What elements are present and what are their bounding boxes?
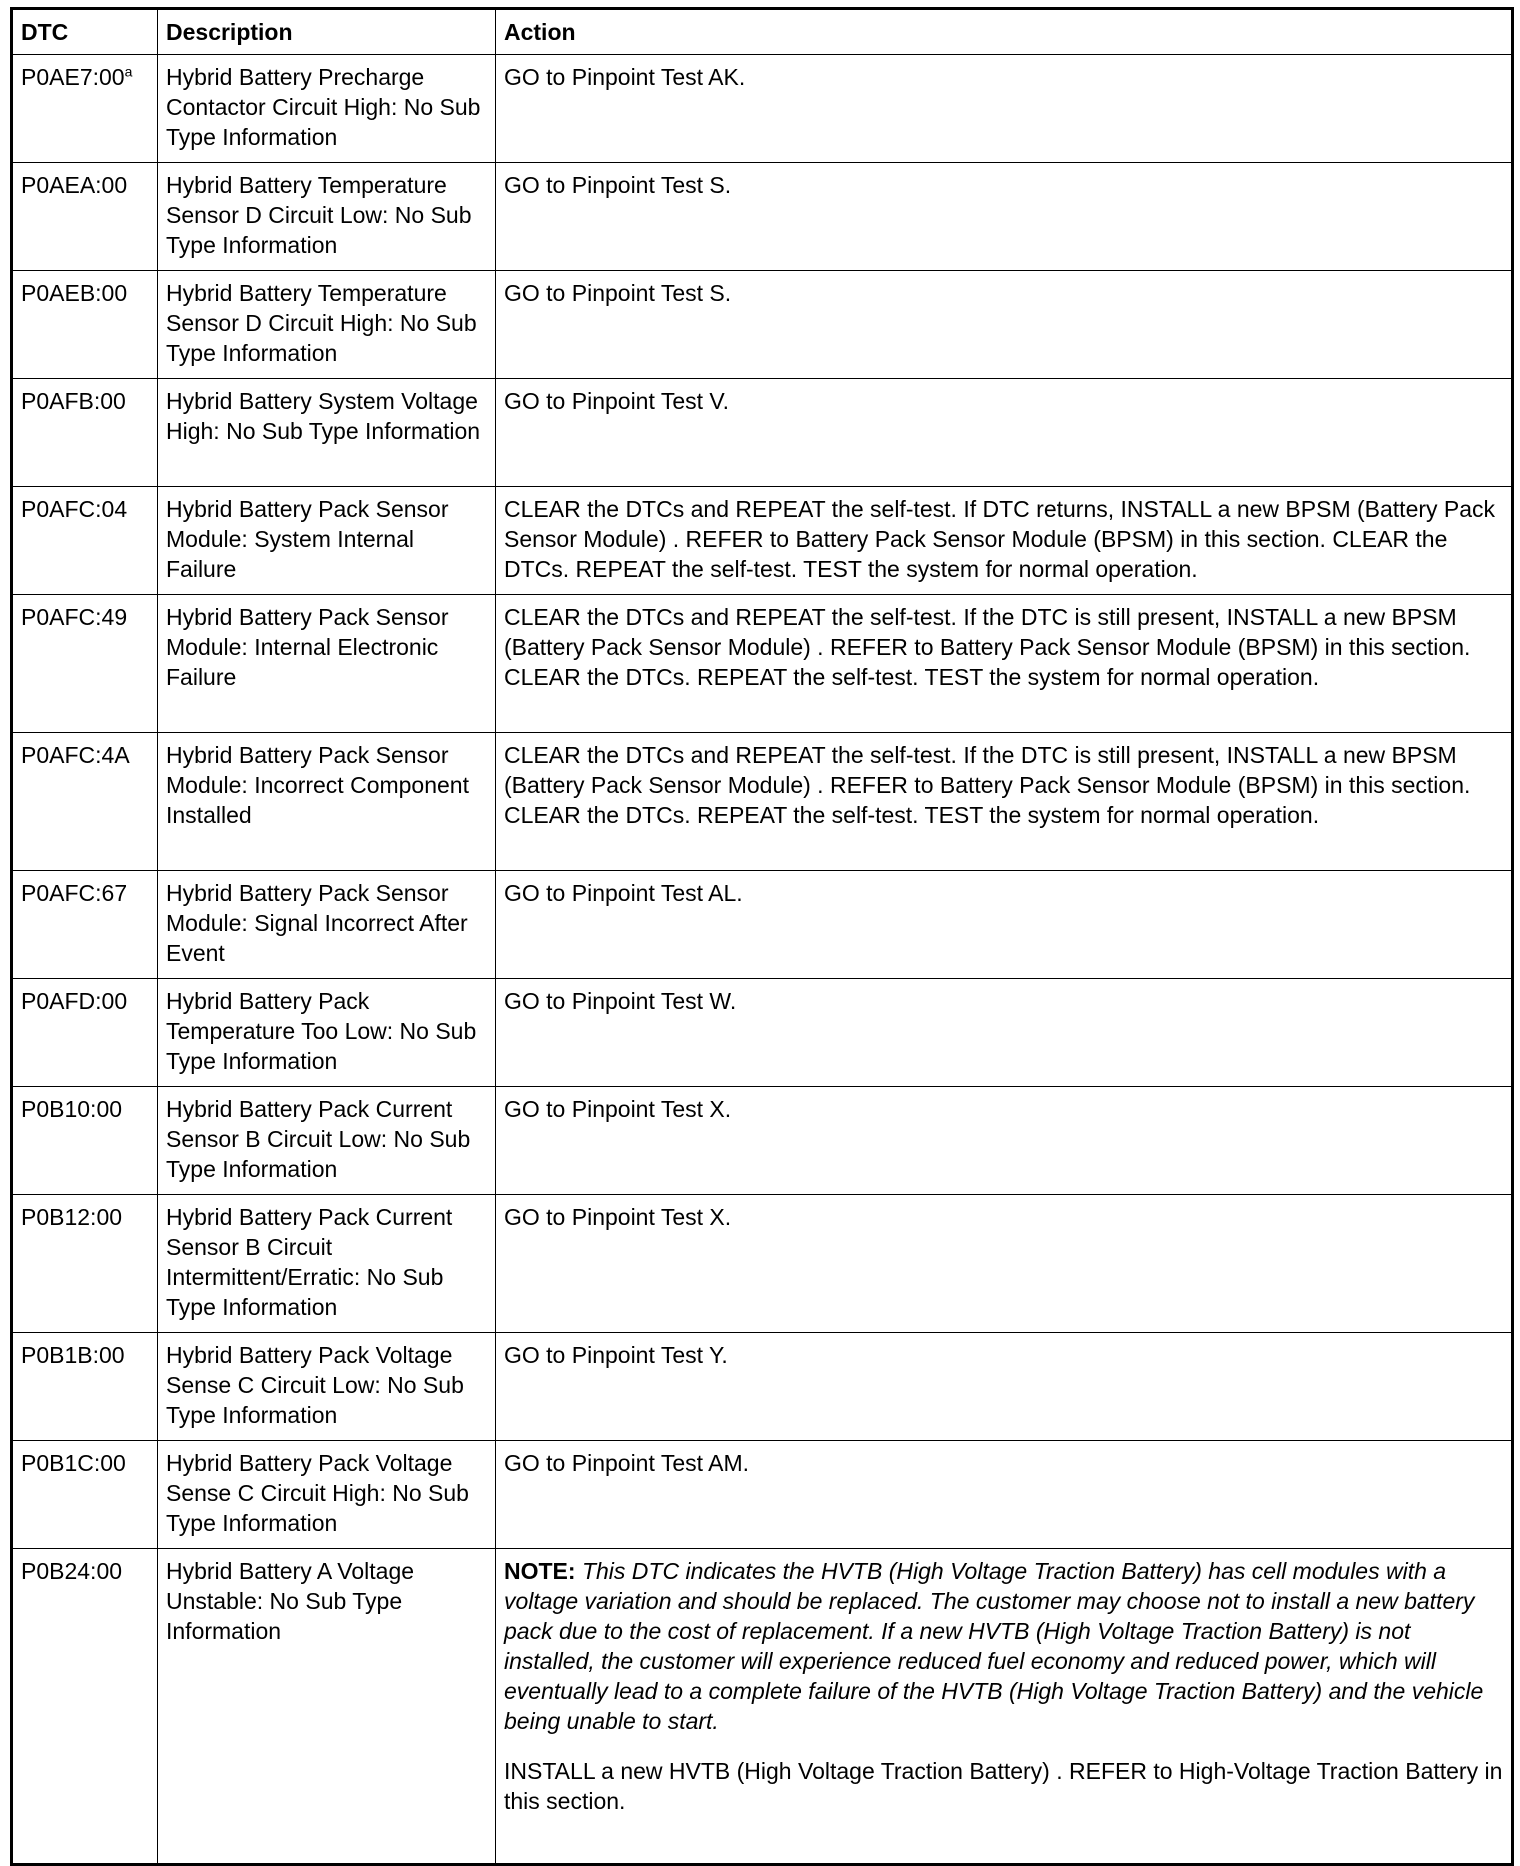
note-paragraph — [504, 1556, 1503, 1736]
description-cell: Hybrid Battery Precharge Contactor Circuit High: No Sub Type Information — [158, 55, 496, 163]
action-cell: GO to Pinpoint Test V. — [496, 379, 1513, 487]
description-cell: Hybrid Battery Temperature Sensor D Circuit High: No Sub Type Information — [158, 271, 496, 379]
action-cell: GO to Pinpoint Test W. — [496, 979, 1513, 1087]
dtc-code-cell: P0AFC:49 — [12, 595, 158, 733]
table-header-row — [12, 9, 1513, 55]
dtc-code-cell: P0AFB:00 — [12, 379, 158, 487]
description-cell: Hybrid Battery Pack Current Sensor B Circuit Low: No Sub Type Information — [158, 1087, 496, 1195]
table-row — [12, 379, 1513, 487]
action-cell: GO to Pinpoint Test AK. — [496, 55, 1513, 163]
table-row — [12, 487, 1513, 595]
header-description: Description — [158, 9, 496, 55]
description-cell: Hybrid Battery Pack Sensor Module: System Internal Failure — [158, 487, 496, 595]
dtc-table — [10, 7, 1514, 1866]
description-cell: Hybrid Battery Pack Sensor Module: Internal Electronic Failure — [158, 595, 496, 733]
description-cell: Hybrid Battery Temperature Sensor D Circuit Low: No Sub Type Information — [158, 163, 496, 271]
action-cell: CLEAR the DTCs and REPEAT the self-test. If the DTC is still present, INSTALL a new BPSM (Battery Pack Sensor Module) . REFER to Battery Pack Sensor Module (BPSM) in this section. CLEAR the DTCs. REPEAT the self-test. TEST the system for normal operation. — [496, 595, 1513, 733]
note-label: NOTE: — [504, 1558, 576, 1584]
dtc-table-container — [10, 7, 1514, 1829]
description-cell: Hybrid Battery Pack Temperature Too Low: No Sub Type Information — [158, 979, 496, 1087]
table-row — [12, 1195, 1513, 1333]
table-row — [12, 871, 1513, 979]
action-cell — [496, 1549, 1513, 1865]
dtc-code-cell: P0B10:00 — [12, 1087, 158, 1195]
description-cell: Hybrid Battery Pack Current Sensor B Circuit Intermittent/Erratic: No Sub Type Information — [158, 1195, 496, 1333]
table-row — [12, 733, 1513, 871]
table-row — [12, 595, 1513, 733]
header-action: Action — [496, 9, 1513, 55]
action-cell: GO to Pinpoint Test Y. — [496, 1333, 1513, 1441]
action-cell: GO to Pinpoint Test AM. — [496, 1441, 1513, 1549]
action-cell: GO to Pinpoint Test AL. — [496, 871, 1513, 979]
dtc-code-cell: P0B1B:00 — [12, 1333, 158, 1441]
dtc-code-cell: P0AEB:00 — [12, 271, 158, 379]
dtc-code-cell: P0AFD:00 — [12, 979, 158, 1087]
dtc-code-cell — [12, 55, 158, 163]
description-cell: Hybrid Battery Pack Sensor Module: Incorrect Component Installed — [158, 733, 496, 871]
dtc-code-cell: P0AFC:4A — [12, 733, 158, 871]
table-row — [12, 55, 1513, 163]
description-cell: Hybrid Battery System Voltage High: No Sub Type Information — [158, 379, 496, 487]
action-cell: GO to Pinpoint Test S. — [496, 271, 1513, 379]
dtc-code-cell: P0AFC:04 — [12, 487, 158, 595]
description-cell: Hybrid Battery Pack Voltage Sense C Circuit High: No Sub Type Information — [158, 1441, 496, 1549]
action-cell: CLEAR the DTCs and REPEAT the self-test. If the DTC is still present, INSTALL a new BPSM (Battery Pack Sensor Module) . REFER to Battery Pack Sensor Module (BPSM) in this section. CLEAR the DTCs. REPEAT the self-test. TEST the system for normal operation. — [496, 733, 1513, 871]
action-cell: CLEAR the DTCs and REPEAT the self-test. If DTC returns, INSTALL a new BPSM (Battery Pack Sensor Module) . REFER to Battery Pack Sensor Module (BPSM) in this section. CLEAR the DTCs. REPEAT the self-test. TEST the system for normal operation. — [496, 487, 1513, 595]
header-dtc: DTC — [12, 9, 158, 55]
table-row — [12, 1333, 1513, 1441]
description-cell: Hybrid Battery Pack Voltage Sense C Circuit Low: No Sub Type Information — [158, 1333, 496, 1441]
dtc-code: P0AE7:00 — [21, 64, 125, 90]
table-row — [12, 1441, 1513, 1549]
dtc-code-cell: P0B12:00 — [12, 1195, 158, 1333]
table-row — [12, 1087, 1513, 1195]
table-row — [12, 979, 1513, 1087]
description-cell: Hybrid Battery Pack Sensor Module: Signal Incorrect After Event — [158, 871, 496, 979]
dtc-code-cell: P0AFC:67 — [12, 871, 158, 979]
table-row — [12, 1549, 1513, 1865]
description-cell: Hybrid Battery A Voltage Unstable: No Sub Type Information — [158, 1549, 496, 1865]
table-row — [12, 163, 1513, 271]
action-cell: GO to Pinpoint Test S. — [496, 163, 1513, 271]
dtc-code-cell: P0AEA:00 — [12, 163, 158, 271]
dtc-code-cell: P0B24:00 — [12, 1549, 158, 1865]
note-text: This DTC indicates the HVTB (High Voltage Traction Battery) has cell modules with a voltage variation and should be replaced. The customer may choose not to install a new battery pack due to the cost of replacement. If a new HVTB (High Voltage Traction Battery) is not installed, the customer will experience reduced fuel economy and reduced power, which will eventually lead to a complete failure of the HVTB (High Voltage Traction Battery) and the vehicle being unable to start. — [504, 1558, 1484, 1734]
dtc-code-cell: P0B1C:00 — [12, 1441, 158, 1549]
table-row — [12, 271, 1513, 379]
action-cell: GO to Pinpoint Test X. — [496, 1087, 1513, 1195]
action-cell: GO to Pinpoint Test X. — [496, 1195, 1513, 1333]
footnote-marker: a — [124, 63, 133, 80]
action-text: INSTALL a new HVTB (High Voltage Traction Battery) . REFER to High-Voltage Traction Battery in this section. — [504, 1758, 1503, 1814]
